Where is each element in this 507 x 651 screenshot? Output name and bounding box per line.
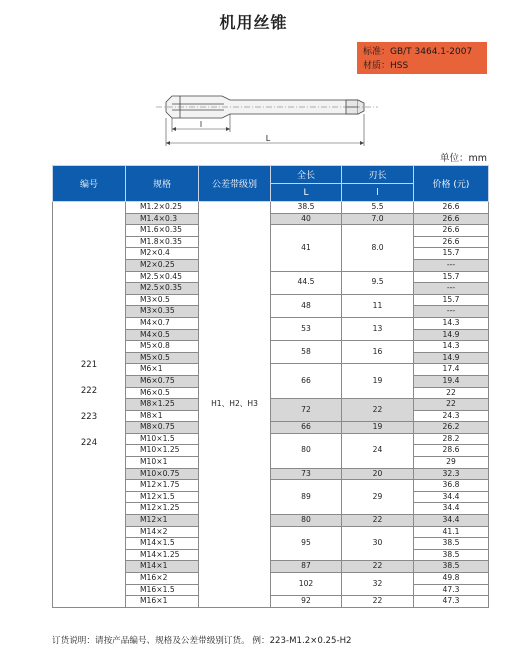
tolerance-cell: H1、H2、H3 <box>199 202 271 608</box>
total-length-cell: 80 <box>271 433 342 468</box>
price-cell: 47.3 <box>414 584 489 596</box>
edge-length-cell: 16 <box>342 341 414 364</box>
price-cell: --- <box>414 306 489 318</box>
edge-length-cell: 13 <box>342 317 414 340</box>
price-cell: 28.6 <box>414 445 489 457</box>
price-cell: --- <box>414 283 489 295</box>
price-cell: 26.6 <box>414 225 489 237</box>
price-cell: 29 <box>414 457 489 469</box>
size-cell: M1.4×0.3 <box>126 213 199 225</box>
total-length-cell: 58 <box>271 341 342 364</box>
total-length-cell: 40 <box>271 213 342 225</box>
code-cell <box>53 202 126 608</box>
price-cell: --- <box>414 259 489 271</box>
price-cell: 41.1 <box>414 526 489 538</box>
header-total-symbol: L <box>271 184 342 202</box>
edge-length-cell: 8.0 <box>342 225 414 271</box>
price-cell: 38.5 <box>414 561 489 573</box>
page-title: 机用丝锥 <box>219 13 288 32</box>
size-cell: M16×1 <box>126 596 199 608</box>
size-cell: M3×0.5 <box>126 294 199 306</box>
size-cell: M1.8×0.35 <box>126 236 199 248</box>
header-total-length: 全长 <box>271 166 342 184</box>
size-cell: M2.5×0.45 <box>126 271 199 283</box>
size-cell: M14×1.25 <box>126 549 199 561</box>
size-cell: M4×0.7 <box>126 317 199 329</box>
size-cell: M12×1 <box>126 515 199 527</box>
size-cell: M8×0.75 <box>126 422 199 434</box>
spec-table <box>52 165 489 608</box>
edge-length-cell: 19 <box>342 422 414 434</box>
price-cell: 17.4 <box>414 364 489 376</box>
header-tolerance: 公差带级别 <box>199 166 271 202</box>
size-cell: M12×1.25 <box>126 503 199 515</box>
price-cell: 15.7 <box>414 248 489 260</box>
price-cell: 24.3 <box>414 410 489 422</box>
size-cell: M2×0.4 <box>126 248 199 260</box>
price-cell: 49.8 <box>414 573 489 585</box>
edge-length-cell: 22 <box>342 596 414 608</box>
unit-label: 单位：mm <box>439 153 487 164</box>
dimension-l-label: l <box>199 120 203 129</box>
price-cell: 34.4 <box>414 503 489 515</box>
size-cell: M10×1.5 <box>126 433 199 445</box>
size-cell: M8×1.25 <box>126 399 199 411</box>
total-length-cell: 73 <box>271 468 342 480</box>
size-cell: M1.2×0.25 <box>126 202 199 214</box>
total-length-cell: 53 <box>271 317 342 340</box>
price-cell: 38.5 <box>414 538 489 550</box>
total-length-cell: 102 <box>271 573 342 596</box>
edge-length-cell: 19 <box>342 364 414 399</box>
edge-length-cell: 30 <box>342 526 414 561</box>
header-size: 规格 <box>126 166 199 202</box>
edge-length-cell: 22 <box>342 561 414 573</box>
total-length-cell: 41 <box>271 225 342 271</box>
total-length-cell: 92 <box>271 596 342 608</box>
price-cell: 22 <box>414 399 489 411</box>
size-cell: M14×1.5 <box>126 538 199 550</box>
header-edge-symbol: l <box>342 184 414 202</box>
price-cell: 26.2 <box>414 422 489 434</box>
edge-length-cell: 24 <box>342 433 414 468</box>
price-cell: 34.4 <box>414 515 489 527</box>
size-cell: M4×0.5 <box>126 329 199 341</box>
product-code: 224 <box>80 438 98 449</box>
price-cell: 47.3 <box>414 596 489 608</box>
size-cell: M5×0.5 <box>126 352 199 364</box>
price-cell: 26.6 <box>414 213 489 225</box>
size-cell: M5×0.8 <box>126 341 199 353</box>
price-cell: 34.4 <box>414 491 489 503</box>
order-note: 订货说明：请按产品编号、规格及公差带级别订货。 例：223-M1.2×0.25-H2 <box>52 636 352 646</box>
price-cell: 14.9 <box>414 352 489 364</box>
edge-length-cell: 9.5 <box>342 271 414 294</box>
edge-length-cell: 22 <box>342 399 414 422</box>
product-code: 223 <box>80 412 98 423</box>
price-cell: 14.3 <box>414 317 489 329</box>
total-length-cell: 38.5 <box>271 202 342 214</box>
size-cell: M16×1.5 <box>126 584 199 596</box>
size-cell: M2.5×0.35 <box>126 283 199 295</box>
price-cell: 28.2 <box>414 433 489 445</box>
price-cell: 22 <box>414 387 489 399</box>
price-cell: 36.8 <box>414 480 489 492</box>
price-cell: 15.7 <box>414 271 489 283</box>
price-cell: 32.3 <box>414 468 489 480</box>
size-cell: M12×1.75 <box>126 480 199 492</box>
size-cell: M6×1 <box>126 364 199 376</box>
total-length-cell: 87 <box>271 561 342 573</box>
product-code: 221 <box>80 360 98 371</box>
price-cell: 38.5 <box>414 549 489 561</box>
price-cell: 15.7 <box>414 294 489 306</box>
standard-box <box>357 42 487 74</box>
size-cell: M14×1 <box>126 561 199 573</box>
price-cell: 14.3 <box>414 341 489 353</box>
edge-length-cell: 5.5 <box>342 202 414 214</box>
dimension-L-label: L <box>265 134 271 143</box>
total-length-cell: 80 <box>271 515 342 527</box>
price-cell: 14.9 <box>414 329 489 341</box>
size-cell: M8×1 <box>126 410 199 422</box>
size-cell: M10×1.25 <box>126 445 199 457</box>
edge-length-cell: 32 <box>342 573 414 596</box>
header-code: 编号 <box>53 166 126 202</box>
size-cell: M14×2 <box>126 526 199 538</box>
size-cell: M12×1.5 <box>126 491 199 503</box>
size-cell: M10×1 <box>126 457 199 469</box>
edge-length-cell: 20 <box>342 468 414 480</box>
total-length-cell: 66 <box>271 422 342 434</box>
size-cell: M6×0.75 <box>126 375 199 387</box>
price-cell: 26.6 <box>414 202 489 214</box>
product-code: 222 <box>80 386 98 397</box>
total-length-cell: 48 <box>271 294 342 317</box>
edge-length-cell: 7.0 <box>342 213 414 225</box>
size-cell: M16×2 <box>126 573 199 585</box>
total-length-cell: 72 <box>271 399 342 422</box>
total-length-cell: 95 <box>271 526 342 561</box>
total-length-cell: 89 <box>271 480 342 515</box>
size-cell: M1.6×0.35 <box>126 225 199 237</box>
size-cell: M6×0.5 <box>126 387 199 399</box>
header-price: 价格 (元) <box>414 166 489 202</box>
size-cell: M10×0.75 <box>126 468 199 480</box>
edge-length-cell: 22 <box>342 515 414 527</box>
edge-length-cell: 29 <box>342 480 414 515</box>
standard-line: 标准：GB/T 3464.1-2007 <box>363 47 473 57</box>
price-cell: 19.4 <box>414 375 489 387</box>
price-cell: 26.6 <box>414 236 489 248</box>
material-line: 材质：HSS <box>363 61 409 71</box>
tap-drawing <box>150 84 390 154</box>
size-cell: M3×0.35 <box>126 306 199 318</box>
size-cell: M2×0.25 <box>126 259 199 271</box>
total-length-cell: 44.5 <box>271 271 342 294</box>
header-edge-length: 刃长 <box>342 166 414 184</box>
edge-length-cell: 11 <box>342 294 414 317</box>
total-length-cell: 66 <box>271 364 342 399</box>
table-row <box>53 202 489 214</box>
